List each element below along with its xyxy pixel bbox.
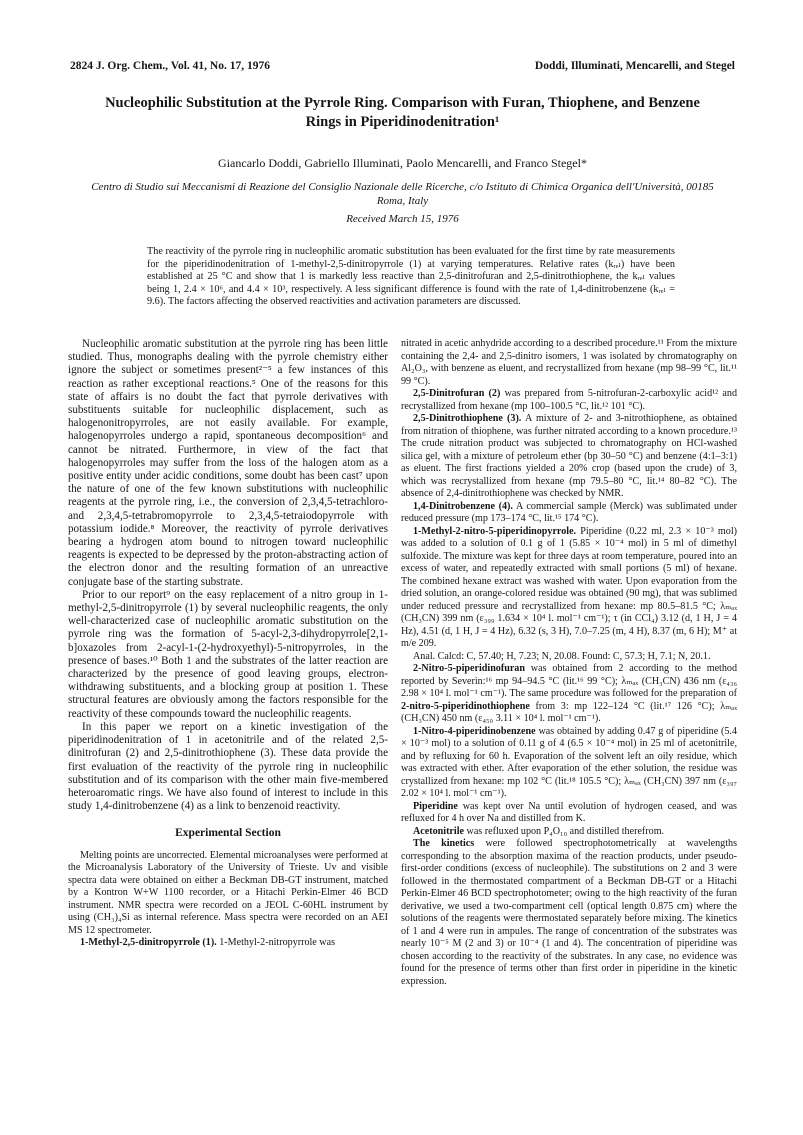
paragraph-text: was obtained from 2 according to the method reported by Severin:¹⁶ mp 94–94.5 °C (lit.¹⁶ 99 °C); λₘₐₓ (CH₃CN) 436 nm (ε₄₃₆ 2.98 × 10⁴ l. mol⁻¹ cm⁻¹). The same procedure was followed for the preparation of — [401, 663, 737, 699]
compound-heading: 2,5-Dinitrothiophene (3). — [413, 413, 522, 424]
paragraph-text: was kept over Na until evolution of hydrogen ceased, and was refluxed for 4 h over Na and distilled from K. — [401, 800, 737, 824]
right-column — [401, 338, 737, 988]
running-head-right: Doddi, Illuminati, Mencarelli, and Stegel — [534, 60, 735, 72]
running-head-left: 2824 J. Org. Chem., Vol. 41, No. 17, 1976 — [70, 60, 270, 72]
paragraph-text: Piperidine (0.22 ml, 2.3 × 10⁻³ mol) was added to a solution of 0.1 g of 1 (5.85 × 10⁻⁴ mol) in 5 ml of dimethyl sulfoxide. The mixture was kept for three days at room temperature, poured into an excess of water, and repeatedly extracted with small portions (5 ml) of hexane. The combined hexane extract was washed with water. Upon evaporation from the dried solution, an orange-colored residue was obtained (90 mg), that was sublimed under reduced pressure and recrystallized from hexane: mp 80.5–81.5 °C; λₘₐₓ (CH₃CN) 399 nm (ε₃₉₉ 1.634 × 10⁴ l. mol⁻¹ cm⁻¹); τ (in CCl₄) 3.12 (d, 1 H, J = 4 Hz), 4.51 (d, 1 H, J = 4 Hz), 6.32 (s, 3 H), 7.0–7.25 (m, 4 H), 8.37 (m, 6 H); M⁺ at m/e 209. — [401, 525, 737, 649]
compound-heading: The kinetics — [413, 838, 475, 849]
running-head — [70, 60, 735, 76]
compound-heading: 1-Methyl-2,5-dinitropyrrole (1). — [80, 937, 217, 949]
paragraph-text: was refluxed upon P₄O₁₀ and distilled therefrom. — [464, 825, 665, 837]
piperidinofuran-paragraph — [401, 663, 737, 726]
compound-heading: Acetonitrile — [413, 825, 465, 837]
article-title: Nucleophilic Substitution at the Pyrrole Ring. Comparison with Furan, Thiophene, and Benzene Rings in Piperidinodenitration¹ — [105, 95, 700, 130]
piperidine-paragraph — [401, 801, 737, 826]
paragraph-text: were followed spectrophotometrically at wavelengths corresponding to the absorption maxima of the reaction products, under pseudo-first-order conditions (excess of nucleophile). The substitutions on 2 and 3 were followed in the thermostated compartment of a Beckman DB-GT or a Hitachi Perkin-Elmer 46 BCD spectrophotometer; owing to the high reactivity of the furan derivative, we used a two-compartment cell (optical length 0.875 cm) where the solutions of the reagents were thermostated separately before mixing. The kinetics of 1 and 4 were run in ampules. The range of concentration of the substrates was nearly 10⁻⁵ M (2 and 3) or 10⁻⁴ (1 and 4). The concentration of piperidine was chosen according to the reactivity of the substrates. In any case, no evidence was found for the presence of terms other than first order in piperidine in the kinetic expression. — [401, 838, 738, 987]
experimental-paragraph-1: Melting points are uncorrected. Elemental microanalyses were performed at the Microanalysis Laboratory of the University of Trieste. Uv and visible spectra data were obtained on either a Beckman DB-GT instrument, matched by a Kontron W+W 1100 recorder, or a Hitachi Perkin-Elmer 46 BCD instrument. NMR spectra were recorded on a JEOL C-60HL instrument by using (CH₃)₄Si as internal reference. Mass spectra were recorded on an AEI MS 12 spectrometer. — [68, 849, 388, 936]
compound-heading: 1-Methyl-2-nitro-5-piperidinopyrrole. — [413, 525, 577, 537]
dinitrobenzene-paragraph — [401, 501, 737, 526]
compound-heading: 1-Nitro-4-piperidinobenzene — [413, 725, 536, 737]
experimental-paragraph-2 — [68, 937, 388, 950]
compound-heading: 2-nitro-5-piperidinothiophene — [401, 700, 530, 712]
paragraph-text: A commercial sample (Merck) was sublimated under reduced pressure (mp 173–174 °C, lit.¹⁵ 174 °C). — [401, 500, 738, 524]
compound-heading: 2,5-Dinitrofuran (2) — [413, 388, 501, 399]
intro-paragraph-2: Prior to our report⁹ on the easy replacement of a nitro group in 1-methyl-2,5-dinitropyrrole (1) by several nucleophilic reagents, the only well-characterized case of nucleophilic aromatic substitution on the pyrrole ring was the formation of 5-acyl-2,3-dihydropyrrole[2,1-b]oxazoles from 2-acyl-1-(2-hydroxyethyl)-5-nitropyrroles, in the presence of bases.¹⁰ Both 1 and the substrates of the latter reaction are characterized by the presence of good leaving groups, electron-withdrawing substituents, and a blocking group at position 1. These structural features are obviously among the factors responsible for the reactivity of these compounds toward the nucleophilic reagents. — [68, 588, 388, 720]
dinitrothiophene-paragraph — [401, 413, 737, 501]
compound-heading: Piperidine — [413, 800, 458, 812]
paragraph-text: from 3: mp 122–124 °C (lit.¹⁷ 126 °C); λₘₐₓ (CH₃CN) 450 nm (ε₄₅₀ 3.11 × 10⁴ l. mol⁻¹ cm⁻¹). — [401, 700, 737, 724]
compound-heading: 1,4-Dinitrobenzene (4). — [413, 500, 513, 512]
piperidinopyrrole-paragraph — [401, 526, 737, 651]
left-column — [68, 338, 388, 950]
abstract: The reactivity of the pyrrole ring in nucleophilic aromatic substitution has been evaluated for the first time by rate measurements for the piperidinodenitration of 1-methyl-2,5-dinitropyrrole (1) at varying temperatures. Relative rates (kᵣₑₗ) have been established at 25 °C and show that 1 is markedly less reactive than 2,5-dinitrofuran and 2,5-dinitrothiophene, the kᵣₑₗ values being 1, 2.4 × 10⁶, and 4.4 × 10³, respectively. A less significant difference is found with the rate of 1,4-dinitrobenzene (kᵣₑₗ = 9.6). The factors affecting the observed reactivities and activation parameters are discussed. — [147, 246, 675, 308]
intro-paragraph-1: Nucleophilic aromatic substitution at the pyrrole ring has been little studied. Thus, monographs dealing with the pyrrole chemistry either ignore the subject or sometimes present²⁻⁵ a few instances of this reaction as rather exceptional reactions.⁵ One of the reasons for this state of affairs is no doubt the fact that pyrrole derivatives with substituents suitable for nucleophilic displacement, such as halogenonitropyrroles, are not easily available. For example, halogenopyrroles undergo a rapid, spontaneous decomposition⁶ and cannot be nitrated. Furthermore, in view of the fact that halogenopyrroles may suffer from the loss of the halogen atom as a positive entity under acidic conditions, some doubt has been cast⁷ upon the nature of one of the few known substitutions with nucleophilic reagents at the pyrrole ring, i.e., the conversion of 2,3,4,5-tetrachloro- and 2,3,4,5-tetrabromopyrrole to 2,3,4,5-tetraiodopyrrole with potassium iodide.⁸ Moreover, the reactivity of pyrrole derivatives bearing a hydrogen atom bound to nitrogen toward nucleophilic reagents is expected to be depressed by the proton-abstracting action of the electron donor and the resulting formation of an unreactive conjugate base of the starting substrate. — [68, 338, 388, 588]
piperidinobenzene-paragraph — [401, 726, 737, 801]
section-heading-experimental: Experimental Section — [175, 827, 281, 840]
author-list: Giancarlo Doddi, Gabriello Illuminati, Paolo Mencarelli, and Franco Stegel* — [218, 156, 587, 170]
paragraph-text: 1-Methyl-2-nitropyrrole was — [216, 937, 336, 949]
analysis-paragraph: Anal. Calcd: C, 57.40; H, 7.23; N, 20.08. Found: C, 57.3; H, 7.1; N, 20.1. — [413, 650, 711, 662]
received-date: Received March 15, 1976 — [346, 213, 459, 225]
paragraph-text: was prepared from 5-nitrofuran-2-carboxylic acid¹² and recrystallized from hexane (mp 100–100.5 °C, lit.¹² 101 °C). — [401, 388, 737, 412]
paragraph-text: was obtained by adding 0.47 g of piperidine (5.4 × 10⁻³ mol) to a solution of 0.11 g of 4 (6.5 × 10⁻⁴ mol) in 25 ml of acetonitrile, and by refluxing for 60 h. Evaporation of the solvent left an oily residue, which was extracted with ether. After evaporation of the ether solution, the residue was crystallized from hexane: mp 102 °C (lit.¹⁸ 105.5 °C); λₘₐₓ (CH₃CN) 397 nm (ε₃₉₇ 2.02 × 10⁴ l. mol⁻¹ cm⁻¹). — [401, 725, 737, 799]
affiliation: Centro di Studio sui Meccanismi di Reazione del Consiglio Nazionale delle Ricerche, c/o Istituto di Chimica Organica dell'Università, 00185 Roma, Italy — [91, 181, 714, 207]
acetonitrile-paragraph — [401, 826, 737, 839]
paragraph-text: A mixture of 2- and 3-nitrothiophene, as obtained from nitration of thiophene, was further nitrated according to a known procedure.¹³ The crude nitration product was subjected to chromatography on HCl-washed silica gel, with a mixture of petroleum ether (bp 30–50 °C) and benzene (4:1–3:1) as eluent. The first fractions yielded a 20% crop (based upon the crude) of 3, which was recrystallized from hexane (mp 79.5–80 °C, lit.¹⁴ 80–82 °C). The absence of 2,4-dinitrothiophene was checked by NMR. — [401, 413, 737, 499]
kinetics-paragraph — [401, 838, 737, 988]
intro-paragraph-3: In this paper we report on a kinetic investigation of the piperidinodenitration of 1 in acetonitrile and of the related 2,5-dinitrofuran (2) and 2,5-dinitrothiophene (3). These data provide the first evaluation of the reactivity of the pyrrole ring in nucleophilic substitution and of its comparison with the other main five-membered heteroaromatic rings. We have also found of interest to include in this study 1,4-dinitrobenzene (4) as a link to benzenoid reactivity. — [68, 720, 388, 813]
compound-heading: 2-Nitro-5-piperidinofuran — [413, 663, 525, 674]
continued-paragraph: nitrated in acetic anhydride according to a described procedure.¹¹ From the mixture containing the 2,4- and 2,5-dinitro isomers, 1 was isolated by chromatography on Al₂O₃, with benzene as eluent, and recrystallized from hexane (mp 98–99 °C, lit.¹¹ 99 °C). — [401, 338, 737, 387]
dinitrofuran-paragraph — [401, 388, 737, 413]
